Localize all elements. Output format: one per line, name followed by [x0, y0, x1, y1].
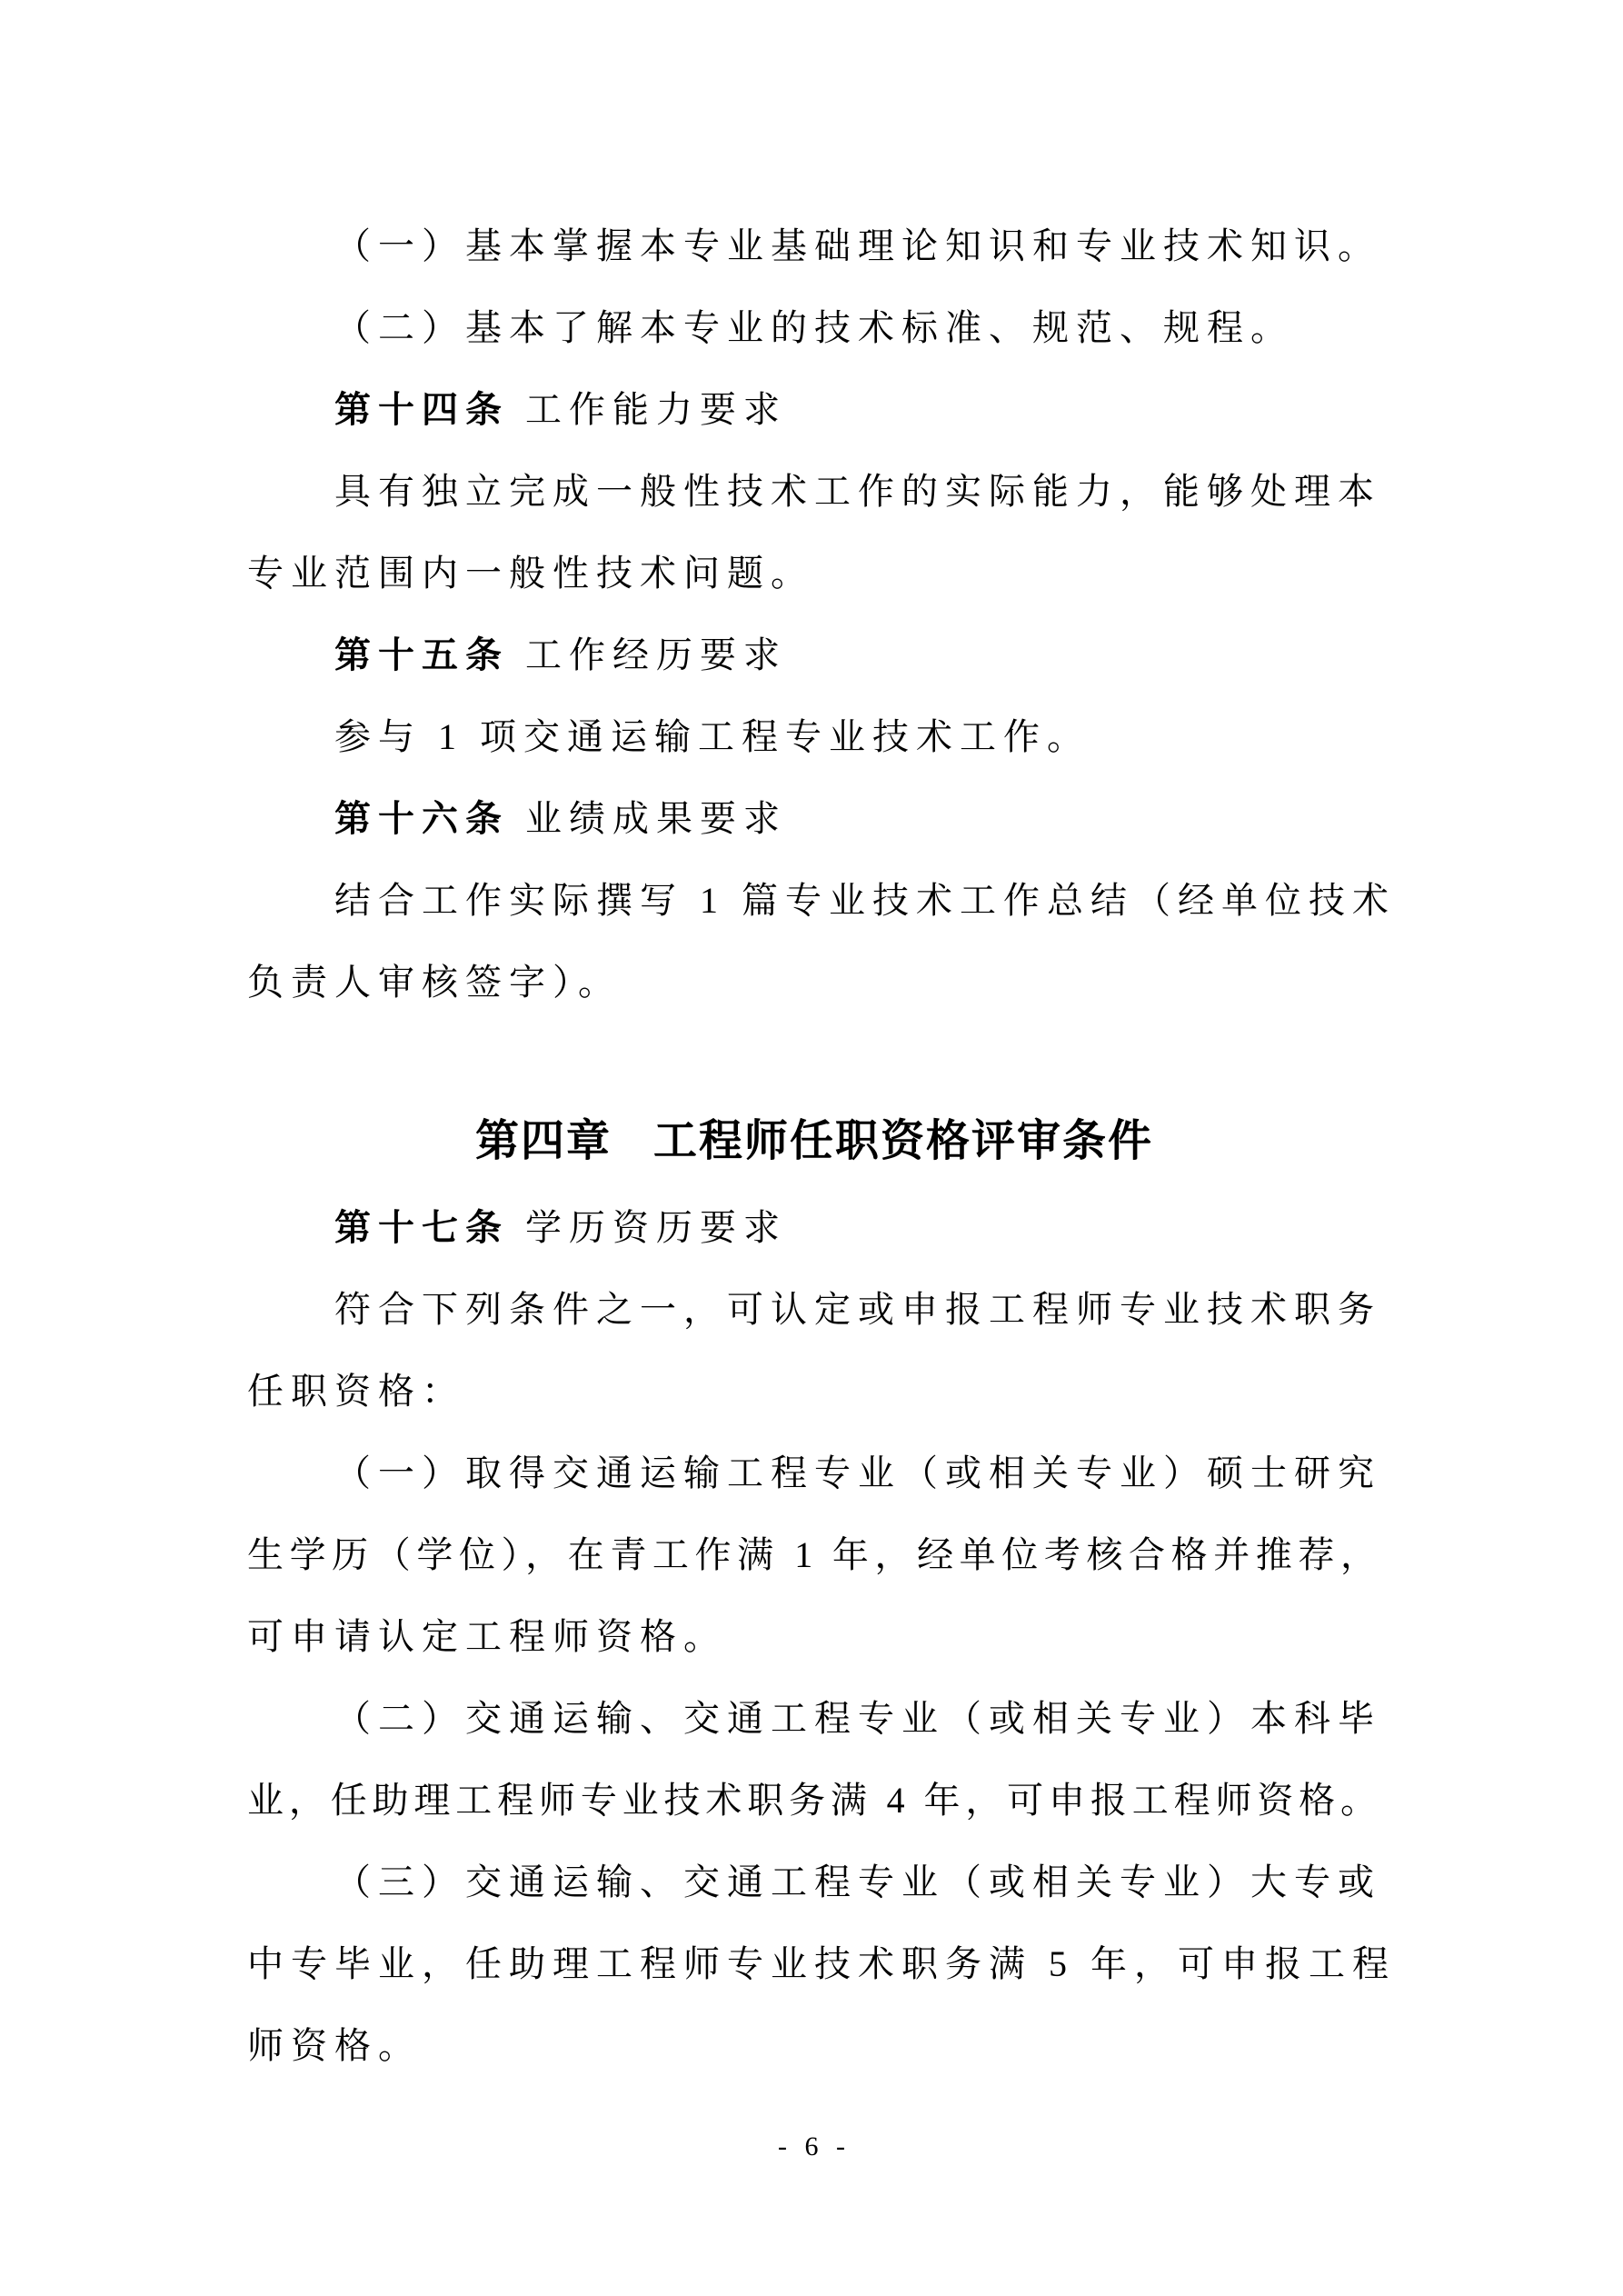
line-text: 任职资格：: [247, 1371, 465, 1412]
line-text: （一）基本掌握本专业基础理论知识和专业技术知识。: [334, 225, 1381, 266]
line-text: （二）交通运输、交通工程专业（或相关专业）本科毕: [334, 1698, 1381, 1739]
chapter-number: 第四章: [474, 1117, 612, 1165]
line-text: 负责人审核签字）。: [247, 962, 622, 1003]
line-text: 结合工作实际撰写 1 篇专业技术工作总结（经单位技术: [334, 880, 1396, 921]
text-line: [247, 1596, 1381, 1678]
document-body: [247, 205, 1396, 2087]
text-line: [247, 1842, 1381, 1923]
line-text: 业，任助理工程师专业技术职务满 4 年，可申报工程师资格。: [247, 1780, 1381, 1821]
line-text: 业绩成果要求: [509, 798, 787, 839]
text-line: [247, 1678, 1381, 1760]
text-line: [247, 1433, 1381, 1514]
text-line: [247, 860, 1396, 942]
text-line: [247, 1187, 1381, 1269]
text-line: [247, 778, 1381, 860]
text-line: [247, 1923, 1396, 2005]
line-text: （一）取得交通运输工程专业（或相关专业）硕士研究: [334, 1452, 1381, 1493]
line-text: 符合下列条件之一，可认定或申报工程师专业技术职务: [334, 1289, 1381, 1330]
text-line: [247, 1760, 1381, 1842]
text-line: [247, 2005, 1381, 2087]
text-line: [247, 1269, 1381, 1351]
page-footer: [247, 2129, 1381, 2165]
page-number: - 6 -: [778, 2131, 851, 2161]
chapter-title: 工程师任职资格评审条件: [653, 1117, 1154, 1165]
article-number: 第十四条: [334, 389, 509, 430]
text-line: [247, 205, 1381, 287]
article-number: 第十六条: [334, 798, 509, 839]
text-line: [247, 287, 1381, 369]
text-line: [247, 942, 1381, 1023]
chapter-heading: [247, 1096, 1381, 1187]
line-text: 学历资历要求: [509, 1207, 787, 1248]
line-text: 可申请认定工程师资格。: [247, 1616, 727, 1657]
line-text: 专业范围内一般性技术问题。: [247, 553, 814, 594]
text-line: [247, 614, 1381, 696]
line-text: 生学历（学位），在青工作满 1 年，经单位考核合格并推荐，: [247, 1534, 1381, 1575]
text-line: [247, 1351, 1381, 1433]
line-text: 参与 1 项交通运输工程专业技术工作。: [334, 716, 1090, 757]
line-text: （三）交通运输、交通工程专业（或相关专业）大专或: [334, 1862, 1381, 1902]
line-text: 工作经历要求: [509, 634, 787, 675]
line-text: 师资格。: [247, 2025, 422, 2066]
text-line: [247, 451, 1381, 533]
text-line: [247, 696, 1381, 778]
line-text: 具有独立完成一般性技术工作的实际能力，能够处理本: [334, 471, 1381, 512]
text-line: [247, 533, 1381, 614]
article-number: 第十五条: [334, 634, 509, 675]
line-text: 工作能力要求: [509, 389, 787, 430]
text-line: [247, 369, 1381, 451]
text-line: [247, 1514, 1381, 1596]
line-text: 中专毕业，任助理工程师专业技术职务满 5 年，可申报工程: [247, 1943, 1396, 1984]
line-text: （二）基本了解本专业的技术标准、规范、规程。: [334, 307, 1294, 348]
article-number: 第十七条: [334, 1207, 509, 1248]
